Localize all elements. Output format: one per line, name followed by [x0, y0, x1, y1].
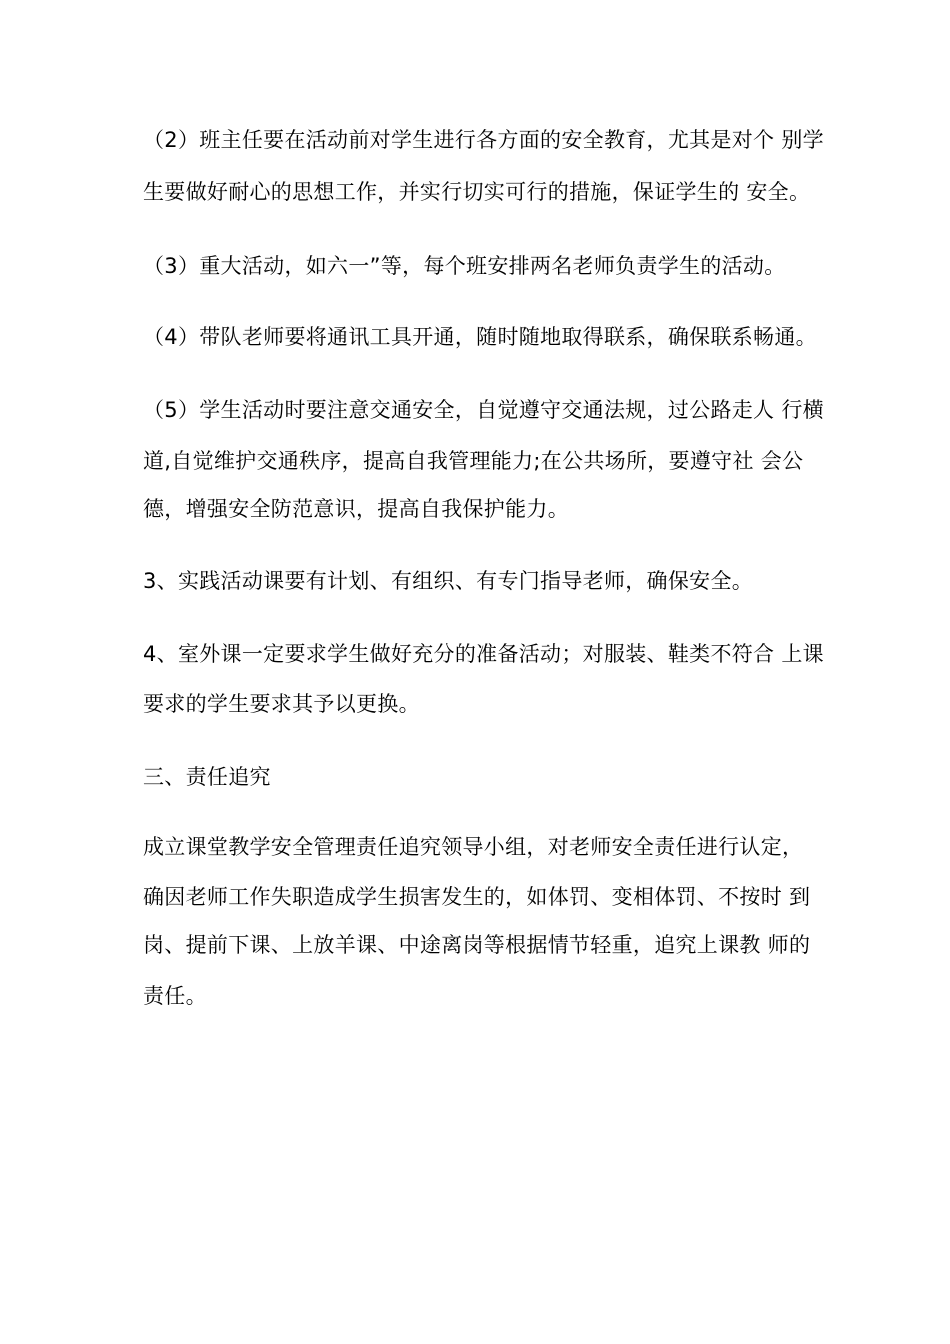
section-3-body-line-3: 岗、提前下课、上放羊课、中途离岗等根据情节轻重，追究上课教 师的	[143, 933, 811, 957]
item-5-line-3: 德，增强安全防范意识，提高自我保护能力。	[143, 497, 569, 521]
item-2-line-1: （2）班主任要在活动前对学生进行各方面的安全教育，尤其是对个 别学	[143, 128, 824, 152]
item-5-line-1: （5）学生活动时要注意交通安全，自觉遵守交通法规，过公路走人 行横	[143, 398, 824, 422]
section-3-body-line-4: 责任。	[143, 984, 207, 1008]
point-4-line-2: 要求的学生要求其予以更换。	[143, 692, 420, 716]
section-3-body-line-2: 确因老师工作失职造成学生损害发生的，如体罚、变相体罚、不按时 到	[143, 885, 811, 909]
item-5-line-2: 道,自觉维护交通秩序，提高自我管理能力;在公共场所，要遵守社 会公	[143, 449, 804, 473]
item-4-line-1: （4）带队老师要将通讯工具开通，随时随地取得联系，确保联系畅通。	[143, 325, 817, 349]
point-4-line-1: 4、室外课一定要求学生做好充分的准备活动；对服装、鞋类不符合 上课	[143, 642, 824, 666]
section-3-body-line-1: 成立课堂教学安全管理责任追究领导小组，对老师安全责任进行认定，	[143, 835, 804, 859]
section-3-heading: 三、责任追究	[143, 765, 271, 789]
item-3-line-1: （3）重大活动，如六一”等，每个班安排两名老师负责学生的活动。	[143, 254, 786, 278]
point-3-line-1: 3、实践活动课要有计划、有组织、有专门指导老师，确保安全。	[143, 569, 754, 593]
item-2-line-2: 生要做好耐心的思想工作，并实行切实可行的措施，保证学生的 安全。	[143, 180, 811, 204]
